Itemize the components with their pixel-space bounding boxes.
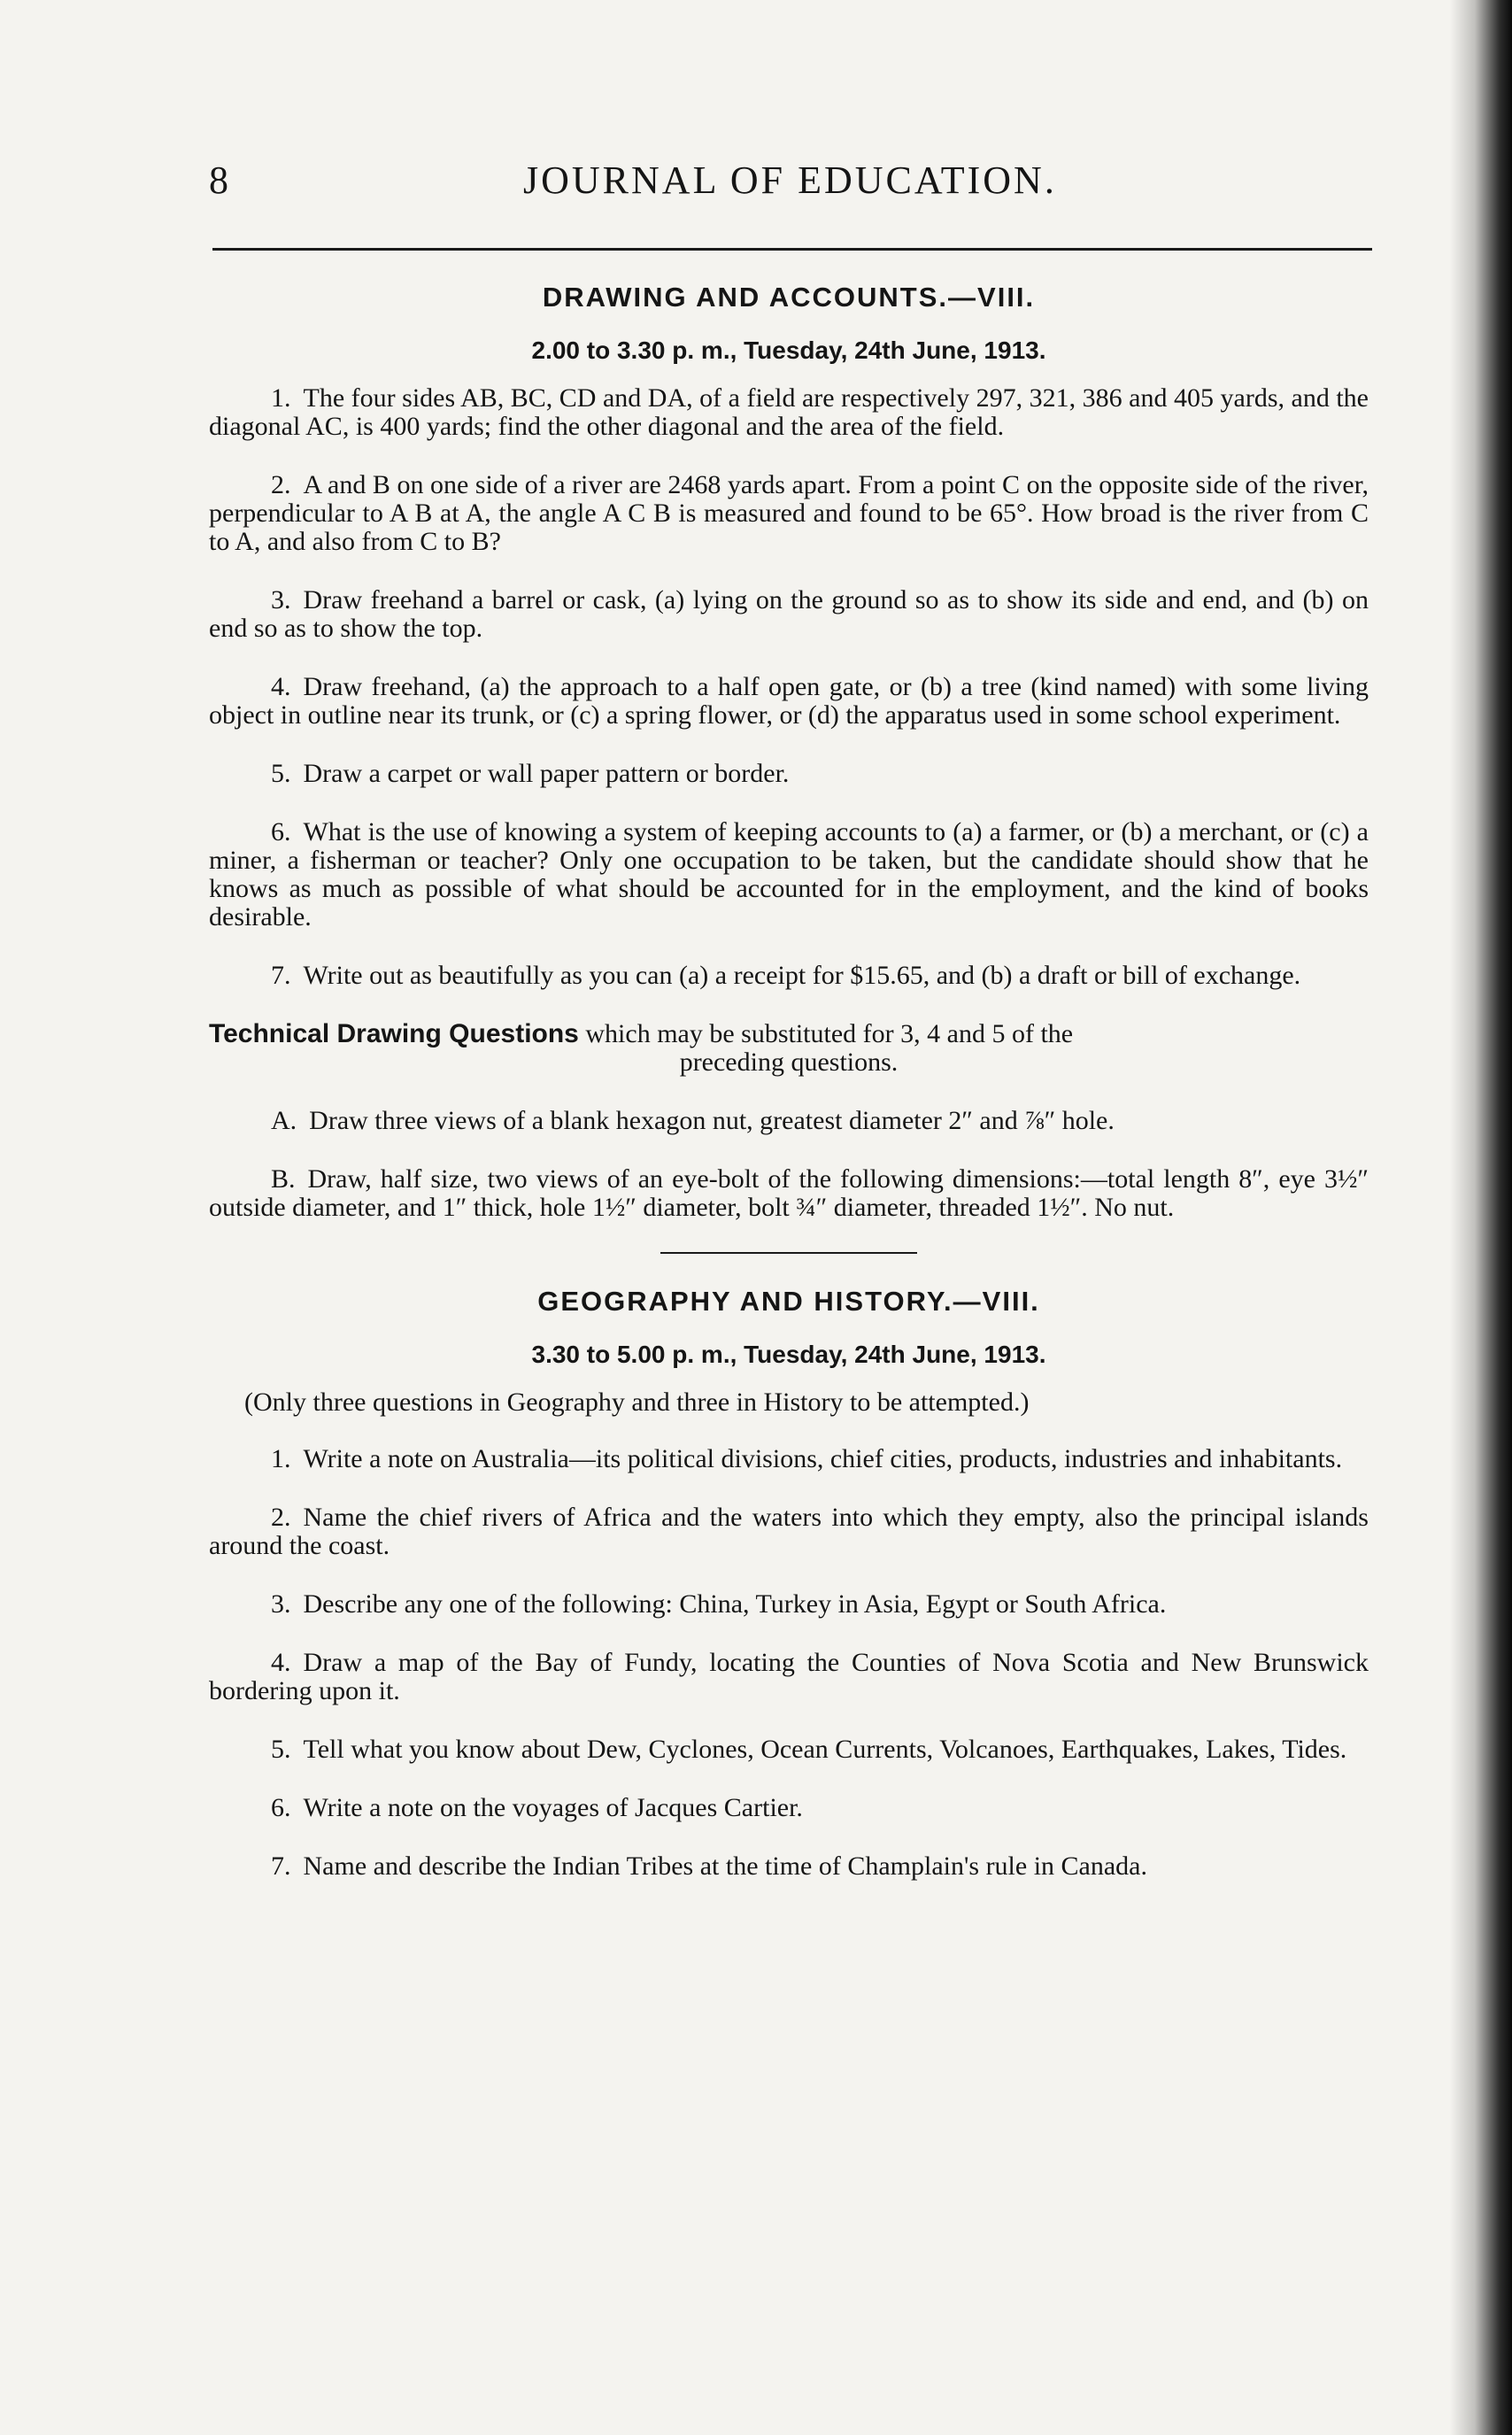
technical-heading: Technical Drawing Questions which may be substituted for 3, 4 and 5 of the preceding questions. — [209, 1019, 1074, 1077]
content — [209, 266, 1369, 1911]
question: 3. Draw freehand a barrel or cask, (a) lying on the ground so as to show its side and end, and (b) on end so as to show the top. — [209, 585, 1369, 643]
question: 1. The four sides AB, BC, CD and DA, of a field are respectively 297, 321, 386 and 405 yards, and the diagonal AC, is 400 yards; find the other diagonal and the area of the field. — [209, 383, 1369, 441]
technical-heading-bold: Technical Drawing Questions — [209, 1019, 579, 1048]
question: 5. Tell what you know about Dew, Cyclones, Ocean Currents, Volcanoes, Earthquakes, Lakes, Tides. — [271, 1735, 1347, 1764]
question: 2. Name the chief rivers of Africa and the waters into which they empty, also the principal islands around the coast. — [209, 1503, 1369, 1560]
section-title-drawing: DRAWING AND ACCOUNTS.—VIII. — [542, 282, 1036, 313]
question: 7. Name and describe the Indian Tribes at the time of Champlain's rule in Canada. — [271, 1851, 1147, 1881]
page-edge-shadow — [1450, 0, 1512, 2435]
question: 7. Write out as beautifully as you can (a) a receipt for $15.65, and (b) a draft or bill of exchange. — [271, 961, 1301, 990]
question: 5. Draw a carpet or wall paper pattern or border. — [271, 759, 790, 788]
question: 4. Draw freehand, (a) the approach to a half open gate, or (b) a tree (kind named) with some living object in outline near its trunk, or (c) a spring flower, or (d) the apparatus used in some school experiment. — [209, 672, 1369, 730]
question: 6. What is the use of knowing a system of keeping accounts to (a) a farmer, or (b) a merchant, or (c) a miner, a fisherman or teacher? Only one occupation to be taken, but the candidate should show that he knows as much as possible of what should be accounted for in the employment, and the kind of books desirable. — [209, 817, 1369, 931]
question: 6. Write a note on the voyages of Jacques Cartier. — [271, 1793, 803, 1822]
question: 4. Draw a map of the Bay of Fundy, locating the Counties of Nova Scotia and New Brunswick bordering upon it. — [209, 1648, 1369, 1705]
question: 2. A and B on one side of a river are 2468 yards apart. From a point C on the opposite side of the river, perpendicular to A B at A, the angle A C B is measured and found to be 65°. How broad is the river from C to A, and also from C to B? — [209, 470, 1369, 556]
page-header — [209, 158, 1386, 220]
technical-question: A. Draw three views of a blank hexagon nut, greatest diameter 2″ and ⅞″ hole. — [271, 1106, 1115, 1135]
question: 3. Describe any one of the following: China, Turkey in Asia, Egypt or South Africa. — [271, 1589, 1167, 1619]
instruction-note: (Only three questions in Geography and three in History to be attempted.) — [244, 1388, 1030, 1417]
section-title-geography: GEOGRAPHY AND HISTORY.—VIII. — [537, 1286, 1040, 1317]
section-time-drawing: 2.00 to 3.30 p. m., Tuesday, 24th June, 1913. — [531, 336, 1046, 364]
section-time-geography: 3.30 to 5.00 p. m., Tuesday, 24th June, 1913. — [531, 1341, 1046, 1368]
journal-title: JOURNAL OF EDUCATION. — [523, 158, 1057, 202]
section-separator — [660, 1252, 917, 1254]
question: 1. Write a note on Australia—its political divisions, chief cities, products, industries and inhabitants. — [271, 1444, 1343, 1473]
technical-question: B. Draw, half size, two views of an eye-bolt of the following dimensions:—total length 8″, eye 3½″ outside diameter, and 1″ thick, hole 1½″ diameter, bolt ¾″ diameter, threaded 1½″. No nut. — [209, 1164, 1369, 1222]
header-rule — [212, 248, 1372, 251]
page-number: 8 — [209, 158, 228, 202]
